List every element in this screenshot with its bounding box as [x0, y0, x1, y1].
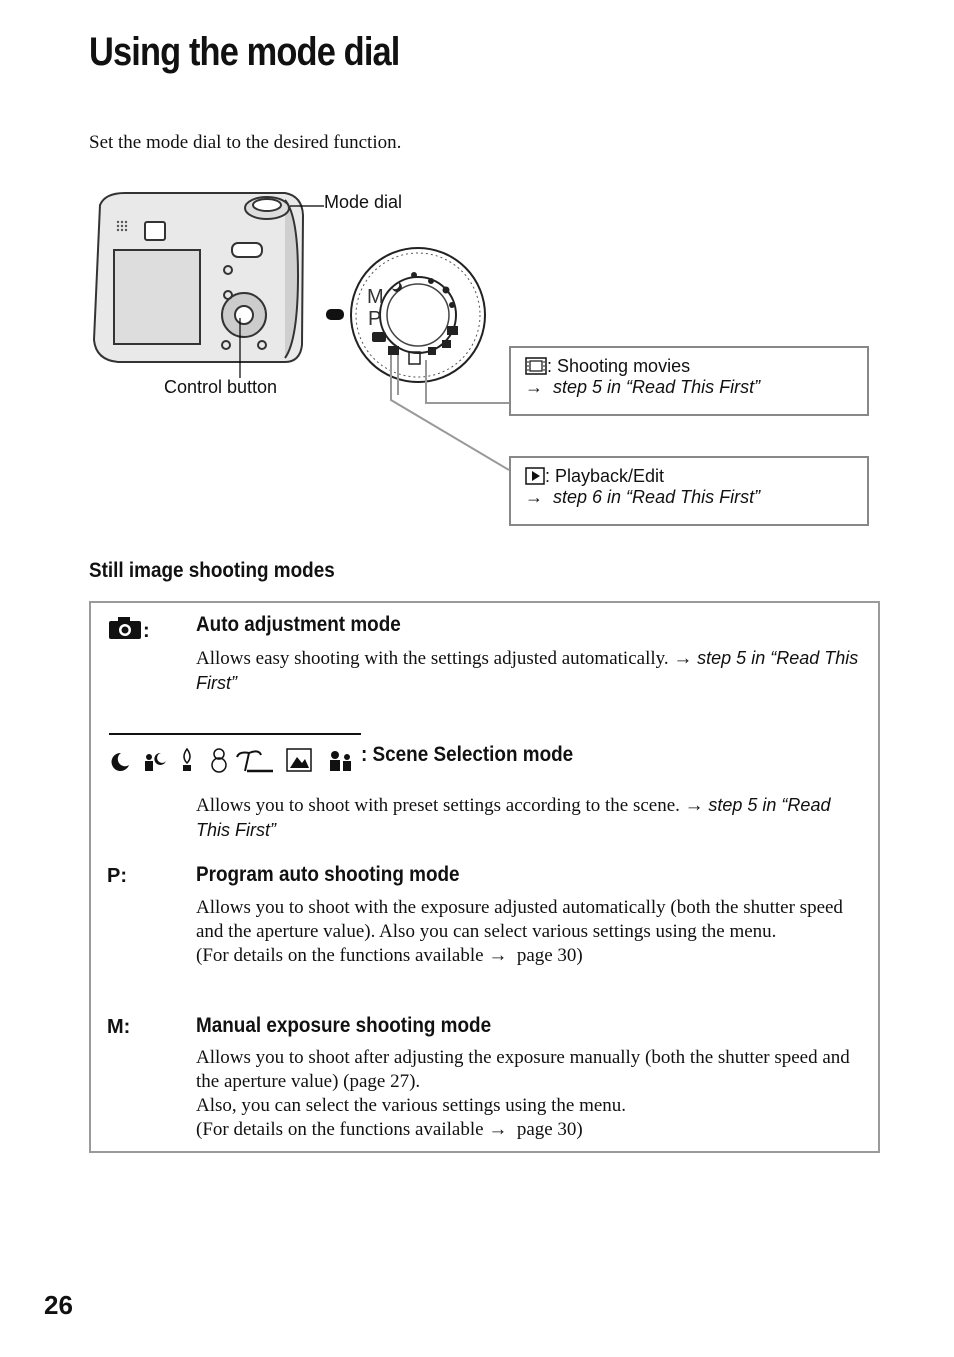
- manual-page-ref[interactable]: page 30): [516, 1119, 583, 1140]
- program-mode-body: Allows you to shoot with the exposure adjusted automatically (both the shutter speed and the aperture value). Also you can select various settings using the menu. (For details on the functions available → page 30): [196, 897, 843, 966]
- auto-mode-heading: Auto adjustment mode: [196, 613, 401, 636]
- playback-callout-arrow: →: [525, 487, 543, 507]
- movie-callout-ref[interactable]: step 5 in “Read This First”: [553, 377, 761, 397]
- soft-snap-icon: [330, 751, 351, 771]
- intro-text: Set the mode dial to the desired function.: [89, 132, 402, 153]
- twilight-portrait-icon: [145, 753, 166, 771]
- movie-mode-callout: [509, 346, 869, 416]
- manual-mode-symbol: M:: [107, 1016, 131, 1038]
- movie-callout-text: : Shooting movies: [547, 356, 691, 376]
- scene-mode-heading: : Scene Selection mode: [361, 743, 574, 766]
- program-page-ref[interactable]: page 30): [516, 945, 583, 966]
- scene-icons-rule: [109, 733, 361, 735]
- scene-icons: [107, 745, 367, 775]
- control-button-label: Control button: [164, 377, 278, 397]
- auto-mode-symbol: :: [107, 615, 150, 643]
- program-mode-heading: Program auto shooting mode: [196, 863, 460, 886]
- auto-mode-body: Allows easy shooting with the settings adjusted automatically. → step 5 in “Read This First”: [196, 648, 859, 693]
- camera-body: [94, 193, 303, 362]
- play-icon: [525, 467, 545, 485]
- section-heading: Still image shooting modes: [89, 559, 335, 582]
- playback-mode-callout: [509, 456, 869, 526]
- manual-mode-heading: Manual exposure shooting mode: [196, 1014, 492, 1037]
- playback-callout-text: : Playback/Edit: [545, 466, 665, 486]
- playback-callout-ref[interactable]: step 6 in “Read This First”: [553, 487, 761, 507]
- dial-letter-p: P: [368, 308, 382, 330]
- mode-dial-figure: [0, 0, 954, 540]
- movie-callout-arrow: →: [525, 377, 543, 397]
- program-mode-symbol: P:: [107, 865, 127, 887]
- auto-mode-ref[interactable]: step 5 in “Read This First”: [196, 648, 859, 693]
- landscape-icon: [287, 749, 311, 771]
- film-icon: [525, 357, 547, 375]
- twilight-icon: [112, 753, 129, 771]
- snow-icon: [212, 749, 226, 772]
- camera-grille: [117, 221, 127, 231]
- mode-dial-drawing: [351, 248, 485, 382]
- mode-descriptions-box: [89, 601, 880, 1153]
- camera-icon: [107, 615, 143, 641]
- dial-letter-m: M: [367, 286, 384, 308]
- scene-mode-ref[interactable]: step 5 in “Read This First”: [196, 795, 831, 840]
- page-title: Using the mode dial: [89, 30, 400, 74]
- beach-icon: [237, 751, 273, 771]
- mode-dial-label: Mode dial: [324, 192, 403, 212]
- manual-mode-body: Allows you to shoot after adjusting the exposure manually (both the shutter speed and the aperture value) (page 27). Also, you can select the various settings using the menu. (For details on the functions available → page 30): [196, 1047, 850, 1140]
- page-number: 26: [44, 1290, 73, 1320]
- scene-mode-body: Allows you to shoot with preset settings according to the scene. → step 5 in “Read This First”: [196, 795, 831, 840]
- candle-icon: [183, 749, 191, 771]
